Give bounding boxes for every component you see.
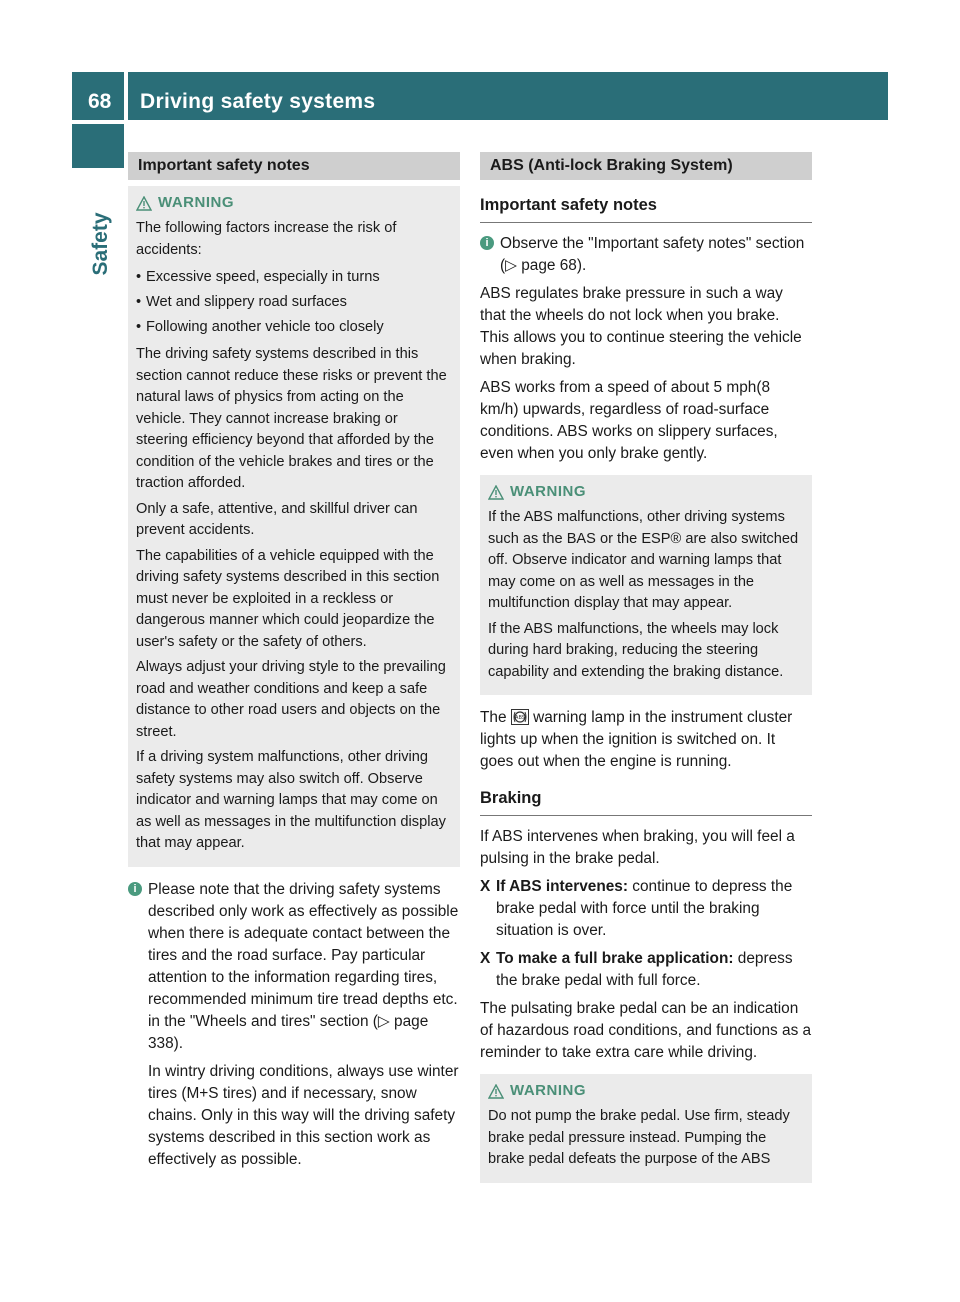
left-column (128, 152, 460, 1177)
lamp-text-pre: The (480, 709, 507, 726)
info-note (480, 233, 812, 277)
step-text: depress the brake pedal with full force. (496, 950, 793, 989)
warning-paragraph: Always adjust your driving style to the prevailing road and weather conditions and keep a safe distance to other road users and objects on the street. (136, 659, 446, 740)
step-title: To make a full brake application: (496, 950, 734, 967)
warning-paragraph: If the ABS malfunctions, other driving systems such as the BAS or the ESP® are also switched off. Observe indicator and warning lamps that may come on as well as messages in the multifunction display that may appear. (488, 509, 799, 611)
svg-text:ABS: ABS (514, 715, 525, 721)
warning-box (480, 475, 812, 695)
lamp-text-post: warning lamp in the instrument cluster lights up when the ignition is switched on. It goes out when the engine is running. (480, 709, 793, 770)
body-paragraph: ABS regulates brake pressure in such a way that the wheels do not lock when you brake. This allows you to continue steering the vehicle when braking. (480, 285, 802, 368)
body-paragraph: If ABS intervenes when braking, you will feel a pulsing in the brake pedal. (480, 828, 795, 867)
warning-box (128, 186, 460, 867)
section-title: ABS (Anti-lock Braking System) (480, 152, 812, 180)
list-item: • Wet and slippery road surfaces (136, 290, 452, 315)
subsection-title: Braking (480, 779, 812, 816)
warning-title (136, 192, 452, 214)
warning-triangle-icon (488, 1084, 504, 1099)
abs-warning-lamp-icon (511, 709, 529, 725)
risk-list (136, 265, 452, 340)
warning-paragraph: The capabilities of a vehicle equipped with the driving safety systems described in this section must never be exploited in a reckless or dangerous manner which could jeopardize the user's safety or the safety of others. (136, 547, 440, 650)
warning-paragraph: If the ABS malfunctions, the wheels may lock during hard braking, reducing the steering capability and extending the braking distance. (488, 620, 784, 680)
chapter-title: Driving safety systems (140, 90, 376, 113)
side-tab (88, 172, 112, 322)
right-column (480, 152, 812, 1195)
warning-triangle-icon (488, 485, 504, 500)
page-number: 68 (88, 90, 112, 113)
chapter-header (128, 72, 888, 120)
body-paragraph: The pulsating brake pedal can be an indication of hazardous road conditions, and functions as a reminder to take extra care while driving. (480, 1000, 812, 1061)
info-paragraph: Observe the "Important safety notes" section (▷ page 68). (500, 235, 805, 274)
warning-paragraph: If a driving system malfunctions, other driving safety systems may also switch off. Observe indicator and warning lamps that may come on as well as messages in the multifunction display that may appear. (136, 749, 446, 851)
step-marker-icon: X (480, 950, 491, 967)
info-icon: i (480, 236, 494, 250)
lamp-paragraph (480, 707, 812, 773)
page-number-box (72, 72, 124, 120)
side-tab-label: Safety (89, 212, 112, 276)
side-tab-box (72, 124, 124, 168)
warning-triangle-icon (136, 196, 152, 211)
warning-label: WARNING (510, 1082, 586, 1099)
warning-label: WARNING (510, 483, 586, 500)
instruction-step (480, 876, 812, 942)
list-item: • Excessive speed, especially in turns (136, 265, 452, 290)
warning-title (488, 481, 804, 503)
warning-paragraph: Do not pump the brake pedal. Use firm, steady brake pedal pressure instead. Pumping the brake pedal defeats the purpose of the ABS (488, 1108, 790, 1167)
step-marker-icon: X (480, 878, 491, 895)
info-paragraph: In wintry driving conditions, always use winter tires (M+S tires) and if necessary, snow chains. Only in this way will the driving safety systems described in this section work as effectively as possible. (148, 1062, 459, 1168)
warning-intro: The following factors increase the risk of accidents: (136, 220, 397, 258)
info-icon: i (128, 882, 142, 896)
warning-box (480, 1074, 812, 1183)
step-title: If ABS intervenes: (496, 878, 628, 895)
section-title: Important safety notes (128, 152, 460, 180)
info-note (128, 879, 460, 1171)
warning-label: WARNING (158, 194, 234, 211)
info-paragraph: Please note that the driving safety systems described only work as effectively as possible when there is adequate contact between the tires and the road surface. Pay particular attention to the information regarding tires, recommended minimum tire tread depths etc. in the "Wheels and tires" section (▷ page 338). (148, 880, 459, 1052)
subsection-title: Important safety notes (480, 186, 812, 223)
body-paragraph: ABS works from a speed of about 5 mph(8 km/h) upwards, regardless of road-surface conditions. ABS works on slippery surfaces, even when you only brake gently. (480, 379, 778, 462)
warning-title (488, 1080, 804, 1102)
instruction-step (480, 948, 812, 992)
warning-paragraph: Only a safe, attentive, and skillful driver can prevent accidents. (136, 500, 418, 538)
step-text: continue to depress the brake pedal with force until the braking situation is over. (496, 878, 793, 939)
warning-paragraph: The driving safety systems described in this section cannot reduce these risks or prevent the natural laws of physics from acting on the vehicle. They cannot increase braking or steering efficiency beyond that afforded by the condition of the vehicle brakes and tires or the traction afforded. (136, 346, 447, 491)
list-item: • Following another vehicle too closely (136, 315, 452, 340)
